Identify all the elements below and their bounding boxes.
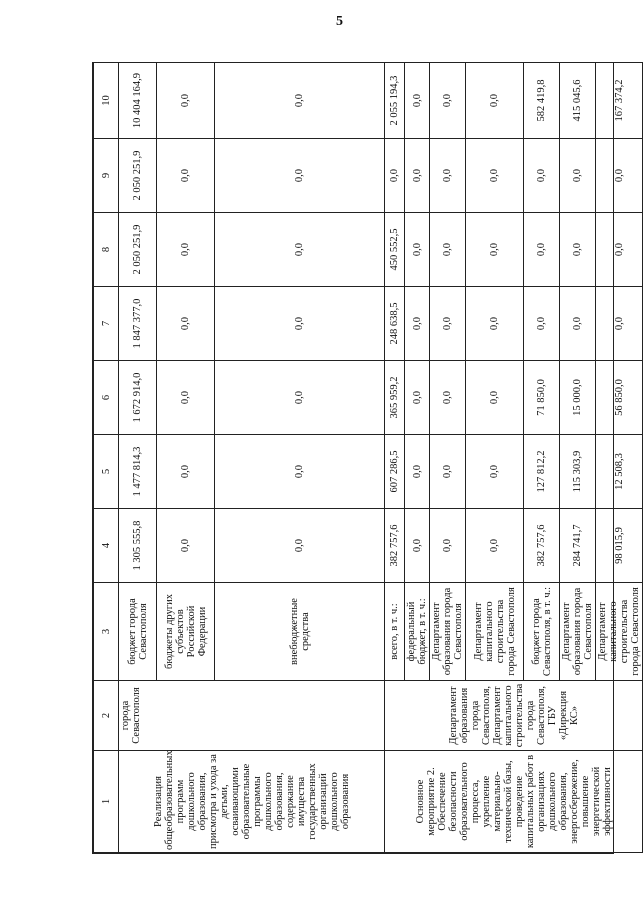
value-cell: 0,0 <box>405 435 430 509</box>
source-cell: Департамент образования города Севастополя <box>430 583 466 681</box>
source-cell: Департамент образования города Севастополя <box>560 583 596 681</box>
source-cell: внебюджетные средства <box>215 583 385 681</box>
value-cell: 0,0 <box>524 139 560 213</box>
value-cell: 0,0 <box>560 139 596 213</box>
value-cell: 365 959,2 <box>385 361 405 435</box>
value-cell: 0,0 <box>405 139 430 213</box>
value-cell: 248 638,5 <box>385 287 405 361</box>
value-cell: 382 757,6 <box>524 509 560 583</box>
value-cell: 0,0 <box>215 361 385 435</box>
value-cell: 2 050 251,9 <box>119 139 157 213</box>
value-cell: 1 847 377,0 <box>119 287 157 361</box>
value-cell: 382 757,6 <box>385 509 405 583</box>
value-cell: 0,0 <box>430 509 466 583</box>
source-cell: федеральный бюджет, в т. ч.: <box>405 583 430 681</box>
value-cell: 1 305 555,8 <box>119 509 157 583</box>
value-cell: 0,0 <box>157 509 215 583</box>
value-cell: 0,0 <box>215 435 385 509</box>
value-cell: 0,0 <box>524 213 560 287</box>
value-cell: 582 419,8 <box>524 63 560 139</box>
source-cell: бюджет города Севастополя <box>119 583 157 681</box>
value-cell: 450 552,5 <box>385 213 405 287</box>
value-cell: 115 303,9 <box>560 435 596 509</box>
value-cell: 10 404 164,9 <box>119 63 157 139</box>
value-cell: 0,0 <box>466 287 524 361</box>
source-cell: бюджеты других субъектов Российской Федерации <box>157 583 215 681</box>
budget-table <box>92 62 641 854</box>
column-header: 5 <box>94 435 119 509</box>
table-row <box>385 63 405 853</box>
value-cell: 0,0 <box>405 509 430 583</box>
value-cell: 1 477 814,3 <box>119 435 157 509</box>
value-cell: 0,0 <box>596 139 643 213</box>
value-cell: 0,0 <box>430 139 466 213</box>
value-cell: 0,0 <box>215 287 385 361</box>
value-cell: 0,0 <box>430 287 466 361</box>
value-cell: 167 374,2 <box>596 63 643 139</box>
value-cell: 0,0 <box>560 287 596 361</box>
value-cell: 0,0 <box>215 63 385 139</box>
value-cell: 71 850,0 <box>524 361 560 435</box>
value-cell: 1 672 914,0 <box>119 361 157 435</box>
value-cell: 415 045,6 <box>560 63 596 139</box>
value-cell: 0,0 <box>157 435 215 509</box>
column-header: 3 <box>94 583 119 681</box>
value-cell: 0,0 <box>157 213 215 287</box>
value-cell: 0,0 <box>596 287 643 361</box>
value-cell: 0,0 <box>405 361 430 435</box>
executor-cell: Департамент образования города Севастополя, Департамент капитального строительства города Севастополя, ГБУ «Дирекция КС» <box>385 681 643 751</box>
value-cell: 0,0 <box>596 213 643 287</box>
value-cell: 0,0 <box>405 287 430 361</box>
value-cell: 0,0 <box>405 213 430 287</box>
value-cell: 284 741,7 <box>560 509 596 583</box>
value-cell: 0,0 <box>560 213 596 287</box>
column-header: 6 <box>94 361 119 435</box>
value-cell: 0,0 <box>430 435 466 509</box>
value-cell: 0,0 <box>466 361 524 435</box>
value-cell: 0,0 <box>157 287 215 361</box>
value-cell: 15 000,0 <box>560 361 596 435</box>
value-cell: 0,0 <box>466 63 524 139</box>
column-header-row <box>94 63 119 853</box>
value-cell: 2 055 194,3 <box>385 63 405 139</box>
column-header: 10 <box>94 63 119 139</box>
value-cell: 0,0 <box>466 213 524 287</box>
value-cell: 2 050 251,9 <box>119 213 157 287</box>
source-cell: Департамент капитального строительства города Севастополя <box>596 583 643 681</box>
measure-cell: Реализация общеобразовательных программ дошкольного образования, присмотра и ухода за детьми, осваивающими образовательные программы дошкольного образования, содержание имущества государственных организаций дошкольного образования <box>119 751 385 853</box>
table-row <box>119 63 157 853</box>
value-cell: 0,0 <box>215 213 385 287</box>
value-cell: 0,0 <box>430 63 466 139</box>
source-cell: всего, в т. ч.: <box>385 583 405 681</box>
value-cell: 0,0 <box>157 139 215 213</box>
column-header: 7 <box>94 287 119 361</box>
value-cell: 56 850,0 <box>596 361 643 435</box>
source-cell: Департамент капитального строительства города Севастополя <box>466 583 524 681</box>
value-cell: 0,0 <box>157 361 215 435</box>
value-cell: 0,0 <box>215 509 385 583</box>
value-cell: 12 508,3 <box>596 435 643 509</box>
value-cell: 0,0 <box>385 139 405 213</box>
value-cell: 0,0 <box>215 139 385 213</box>
column-header: 9 <box>94 139 119 213</box>
value-cell: 127 812,2 <box>524 435 560 509</box>
column-header: 1 <box>94 751 119 853</box>
value-cell: 0,0 <box>430 213 466 287</box>
column-header: 4 <box>94 509 119 583</box>
source-cell: бюджет города Севастополя, в т. ч.: <box>524 583 560 681</box>
page-number: 5 <box>336 14 343 29</box>
column-header: 8 <box>94 213 119 287</box>
value-cell: 0,0 <box>524 287 560 361</box>
measure-cell: Основное мероприятие 2. Обеспечение безопасности образовательного процесса, укрепление материально-технической базы, проведение капитальных работ в организациях дошкольного образования, энергосбережение, повышение энергетической эффективности <box>385 751 643 853</box>
column-header: 2 <box>94 681 119 751</box>
value-cell: 0,0 <box>466 509 524 583</box>
value-cell: 98 015,9 <box>596 509 643 583</box>
executor-cell: города Севастополя <box>119 681 385 751</box>
value-cell: 0,0 <box>466 139 524 213</box>
value-cell: 0,0 <box>466 435 524 509</box>
value-cell: 607 286,5 <box>385 435 405 509</box>
value-cell: 0,0 <box>405 63 430 139</box>
value-cell: 0,0 <box>430 361 466 435</box>
value-cell: 0,0 <box>157 63 215 139</box>
